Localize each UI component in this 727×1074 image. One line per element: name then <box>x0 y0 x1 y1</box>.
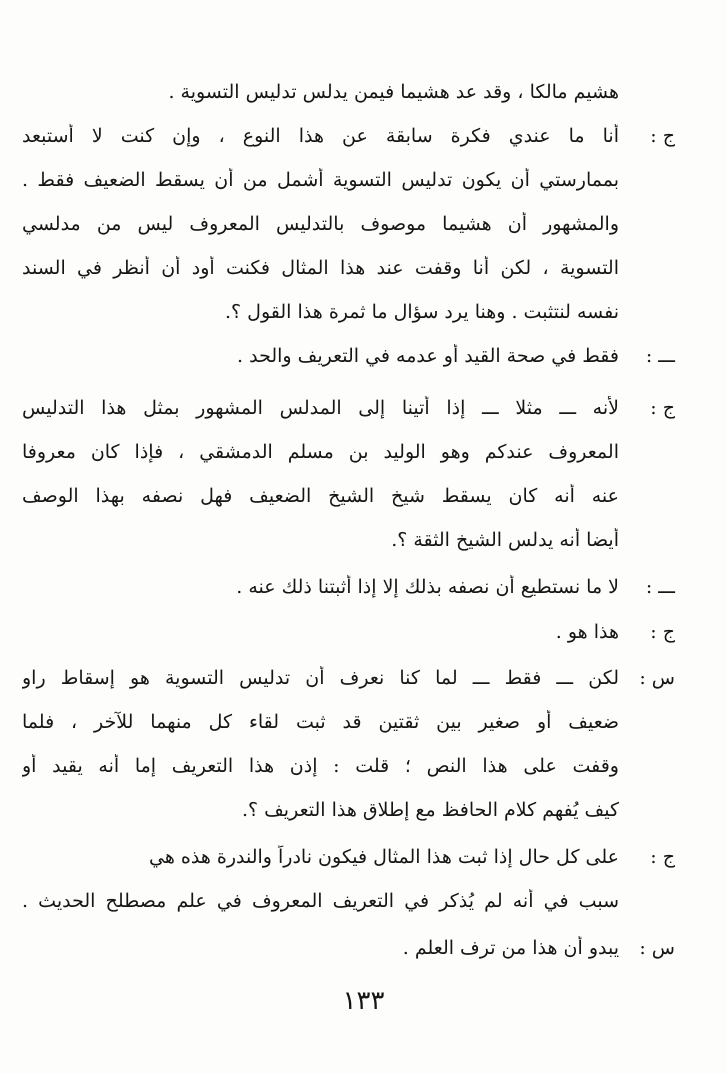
page-number: ١٣٣ <box>342 986 385 1016</box>
text-line: لا ما نستطيع أن نصفه بذلك إلا إذا أثبتنا ذلك عنه . <box>236 576 619 598</box>
speaker-label: ج : <box>650 621 675 643</box>
text-line: عنه أنه كان يسقط شيخ الشيخ الضعيف فهل نصفه بهذا الوصف <box>22 485 619 507</box>
text-line: سبب في أنه لم يُذكر في التعريف المعروف في علم مصطلح الحديث . <box>22 890 619 912</box>
speaker-label: ج : <box>650 397 675 419</box>
text-line: بممارستي أن يكون تدليس التسوية أشمل من أن يسقط الضعيف فقط . <box>22 169 619 191</box>
text-line: المعروف عندكم وهو الوليد بن مسلم الدمشقي ، فإذا كان معروفا <box>22 441 619 463</box>
speaker-label: س : <box>639 667 675 689</box>
speaker-label: ـــ : <box>645 576 675 598</box>
speaker-label: س : <box>639 937 675 959</box>
speaker-label: ج : <box>650 125 675 147</box>
text-line: التسوية ، لكن أنا وقفت عند هذا المثال فكنت أود أن أنظر في السند <box>22 257 619 279</box>
text-line: نفسه لنتثبت . وهنا يرد سؤال ما ثمرة هذا القول ؟. <box>225 301 619 323</box>
text-line: أيضا أنه يدلس الشيخ الثقة ؟. <box>391 529 619 551</box>
speaker-label: ج : <box>650 846 675 868</box>
speaker-label: ـــ : <box>645 345 675 367</box>
text-line: هذا هو . <box>555 621 619 643</box>
text-line: هشيم مالكا ، وقد عد هشيما فيمن يدلس تدليس التسوية . <box>168 81 619 103</box>
text-line: فقط في صحة القيد أو عدمه في التعريف والحد . <box>237 345 619 367</box>
text-line: لكن ـــ فقط ـــ لما كنا نعرف أن تدليس التسوية هو إسقاط راو <box>22 667 619 689</box>
text-line: لأنه ـــ مثلا ـــ إذا أتينا إلى المدلس المشهور بمثل هذا التدليس <box>22 397 619 419</box>
text-line: والمشهور أن هشيما موصوف بالتدليس المعروف ليس من مدلسي <box>22 213 619 235</box>
text-line: كيف يُفهم كلام الحافظ مع إطلاق هذا التعريف ؟. <box>241 799 619 821</box>
text-line: أنا ما عندي فكرة سابقة عن هذا النوع ، وإن كنت لا أستبعد <box>22 125 619 147</box>
text-line: على كل حال إذا ثبت هذا المثال فيكون نادراً والندرة هذه هي <box>149 846 619 868</box>
text-line: وقفت على هذا النص ؛ قلت : إذن هذا التعريف إما أنه يقيد أو <box>22 755 619 777</box>
text-line: يبدو أن هذا من ترف العلم . <box>402 937 619 959</box>
text-line: ضعيف أو صغير بين ثقتين قد ثبت لقاء كل منهما للآخر ، فلما <box>22 711 619 733</box>
